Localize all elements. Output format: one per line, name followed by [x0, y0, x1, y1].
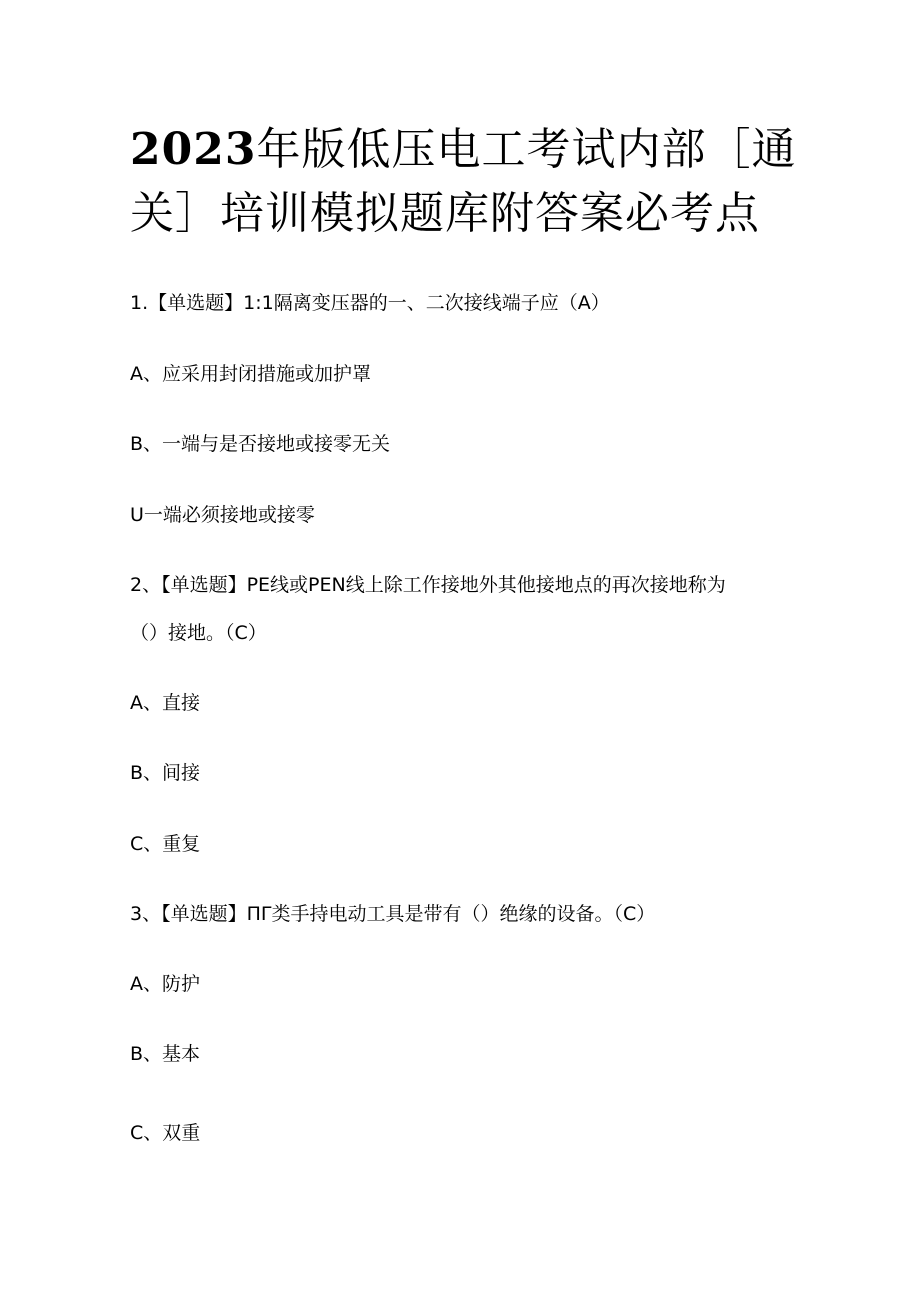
question-2-option-c: C、重复	[130, 833, 201, 855]
question-1-option-c: U一端必须接地或接零	[130, 504, 315, 526]
question-1-stem: 1.【单选题】1:1隔离变压器的一、二次接线端子应（A）	[130, 292, 610, 314]
title-line-1	[130, 118, 797, 182]
title-year: 2023	[130, 124, 257, 175]
question-2-stem-continued: （）接地。（C）	[130, 622, 267, 644]
question-2-stem: 2、【单选题】PE线或PEN线上除工作接地外其他接地点的再次接地称为	[130, 574, 726, 596]
title-line-1-text: 年版低压电工考试内部［通	[256, 124, 797, 175]
title-line-2: 关］培训模拟题库附答案必考点	[130, 188, 760, 239]
question-1-option-b: B、一端与是否接地或接零无关	[130, 433, 391, 455]
question-2-option-a: A、直接	[130, 692, 200, 714]
question-1-option-a: A、应采用封闭措施或加护罩	[130, 363, 371, 385]
question-3-stem: 3、【单选题】ΠΓ类手持电动工具是带有（）绝缘的设备。（C）	[130, 903, 656, 925]
question-2-option-b: B、间接	[130, 762, 201, 784]
question-3-option-c: C、双重	[130, 1122, 201, 1144]
question-3-option-a: A、防护	[130, 973, 200, 995]
question-3-option-b: B、基本	[130, 1043, 201, 1065]
document-title	[130, 118, 797, 246]
